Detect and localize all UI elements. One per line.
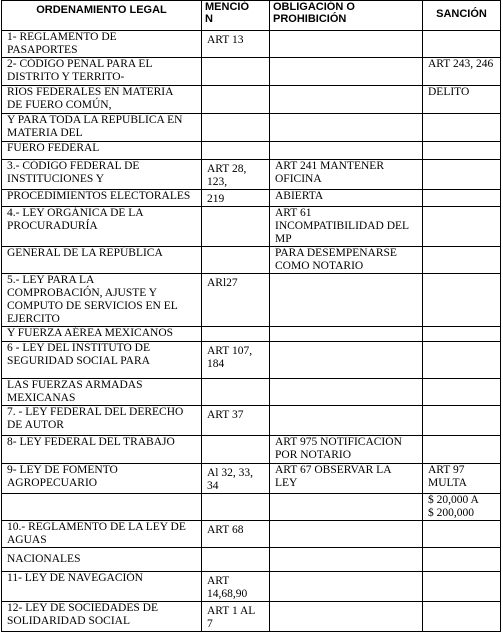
sancion-cell <box>423 436 501 464</box>
ordenamiento-cell <box>2 436 202 464</box>
ordenamiento-cell <box>2 114 202 142</box>
obligacion-text: LEY <box>275 477 298 489</box>
sancion-cell <box>423 247 501 274</box>
ordenamiento-text: NACIONALES <box>7 553 81 565</box>
obligacion-text: ART 975 NOTIFICACIÓN <box>275 436 402 448</box>
obligacion-cell <box>270 327 423 342</box>
ordenamiento-cell <box>2 548 202 572</box>
header-sancion: SANCIÓN <box>423 1 501 31</box>
sancion-text: ART 243, 246 <box>428 58 494 70</box>
header-row <box>2 1 501 31</box>
ordenamiento-text: PASAPORTES <box>7 44 78 56</box>
obligacion-cell <box>270 114 423 142</box>
sancion-cell <box>423 406 501 436</box>
table-row <box>2 494 501 521</box>
mencion-text: 14,68,90 <box>207 588 248 600</box>
ordenamiento-text: AGUAS <box>7 534 47 546</box>
table-row <box>2 207 501 247</box>
obligacion-cell <box>270 436 423 464</box>
ordenamiento-cell <box>2 494 202 521</box>
ordenamiento-text: INSTITUCIONES Y <box>7 173 104 185</box>
ordenamiento-text: 12- LEY DE SOCIEDADES DE <box>7 602 158 614</box>
sancion-cell <box>423 160 501 190</box>
obligacion-text: COMO NOTARIO <box>275 260 364 272</box>
table-row <box>2 58 501 86</box>
table-header <box>2 1 501 31</box>
sancion-cell <box>423 464 501 494</box>
mencion-cell <box>202 114 270 142</box>
mencion-text: 123, <box>207 176 228 188</box>
table-row <box>2 247 501 274</box>
obligacion-cell <box>270 494 423 521</box>
mencion-text: ART 107, <box>207 345 253 357</box>
mencion-text: 219 <box>207 193 225 205</box>
mencion-cell <box>202 31 270 58</box>
mencion-cell <box>202 602 270 632</box>
table-row <box>2 142 501 160</box>
sancion-cell <box>423 602 501 632</box>
obligacion-cell <box>270 190 423 207</box>
table-row <box>2 464 501 494</box>
mencion-text: 7 <box>207 618 213 630</box>
table-row <box>2 190 501 207</box>
mencion-cell <box>202 436 270 464</box>
ordenamiento-text: PROCURADURÍA <box>7 220 98 232</box>
sancion-cell <box>423 274 501 327</box>
mencion-text: 184 <box>207 358 225 370</box>
ordenamiento-text: AGROPECUARIO <box>7 477 98 489</box>
sancion-cell <box>423 521 501 548</box>
mencion-text: ART 13 <box>207 34 244 46</box>
mencion-text: 34 <box>207 480 219 492</box>
mencion-cell <box>202 521 270 548</box>
obligacion-text: ABIERTA <box>275 190 324 202</box>
mencion-text: ART 68 <box>207 524 244 536</box>
obligacion-text: MP <box>275 233 292 245</box>
ordenamiento-cell <box>2 142 202 160</box>
ordenamiento-cell <box>2 379 202 406</box>
ordenamiento-text: 5.- LEY PARA LA <box>7 274 95 286</box>
header-obligacion: OBLIGACIÓN O PROHIBICIÓN <box>270 1 423 31</box>
ordenamiento-text: RIOS FEDERALES EN MATERIA <box>7 86 174 98</box>
ordenamiento-cell <box>2 572 202 602</box>
obligacion-cell <box>270 142 423 160</box>
sancion-cell <box>423 327 501 342</box>
obligacion-cell <box>270 572 423 602</box>
table-row <box>2 379 501 406</box>
ordenamiento-text: 11- LEY DE NAVEGACIÓN <box>7 572 143 584</box>
sancion-cell <box>423 142 501 160</box>
mencion-cell <box>202 207 270 247</box>
ordenamiento-text: COMPROBACIÓN, AJUSTE Y <box>7 287 158 299</box>
ordenamiento-text: MEXICANAS <box>7 392 76 404</box>
sancion-cell <box>423 190 501 207</box>
table-row <box>2 160 501 190</box>
obligacion-text: PARA DESEMPENARSE <box>275 247 397 259</box>
mencion-cell <box>202 86 270 114</box>
mencion-text: ART 28, <box>207 163 247 175</box>
obligacion-text: OFICINA <box>275 173 322 185</box>
table-row <box>2 572 501 602</box>
ordenamiento-text: DE FUERO COMÚN, <box>7 99 112 111</box>
ordenamiento-cell <box>2 190 202 207</box>
ordenamiento-text: 10.- REGLAMENTO DE LA LEY DE <box>7 521 186 533</box>
mencion-cell <box>202 160 270 190</box>
mencion-cell <box>202 548 270 572</box>
ordenamiento-text: DISTRITO Y TERRITO- <box>7 71 125 83</box>
mencion-cell <box>202 572 270 602</box>
mencion-cell <box>202 142 270 160</box>
mencion-cell <box>202 342 270 379</box>
ordenamiento-text: PROCEDIMIENTOS ELECTORALES <box>7 190 191 202</box>
obligacion-cell <box>270 521 423 548</box>
table-row <box>2 521 501 548</box>
sancion-text: $ 200,000 <box>428 507 474 519</box>
ordenamiento-cell <box>2 160 202 190</box>
sancion-cell <box>423 207 501 247</box>
sancion-text: DELITO <box>428 86 470 98</box>
table-row <box>2 327 501 342</box>
ordenamiento-cell <box>2 602 202 632</box>
legal-table <box>1 0 501 632</box>
obligacion-cell <box>270 160 423 190</box>
sancion-cell <box>423 379 501 406</box>
sancion-cell <box>423 548 501 572</box>
ordenamiento-text: GENERAL DE LA REPÚBLICA <box>7 247 163 259</box>
ordenamiento-cell <box>2 464 202 494</box>
sancion-cell <box>423 31 501 58</box>
mencion-cell <box>202 190 270 207</box>
ordenamiento-text: 7. - LEY FEDERAL DEL DERECHO <box>7 406 184 418</box>
sancion-cell <box>423 342 501 379</box>
obligacion-cell <box>270 207 423 247</box>
ordenamiento-cell <box>2 406 202 436</box>
ordenamiento-cell <box>2 342 202 379</box>
mencion-text: ARl27 <box>207 277 238 289</box>
ordenamiento-cell <box>2 58 202 86</box>
ordenamiento-text: 2- CÓDIGO PENAL PARA EL <box>7 58 153 70</box>
mencion-cell <box>202 464 270 494</box>
ordenamiento-text: SOLIDARIDAD SOCIAL <box>7 615 130 627</box>
obligacion-text: ART 241 MANTENER <box>275 160 384 172</box>
ordenamiento-text: 1- REGLAMENTO DE <box>7 31 117 43</box>
mencion-cell <box>202 379 270 406</box>
mencion-cell <box>202 327 270 342</box>
ordenamiento-cell <box>2 31 202 58</box>
ordenamiento-cell <box>2 247 202 274</box>
obligacion-text: POR NOTARIO <box>275 449 352 461</box>
sancion-cell <box>423 86 501 114</box>
ordenamiento-text: DE AUTOR <box>7 419 64 431</box>
table-row <box>2 274 501 327</box>
ordenamiento-text: 3.- CÓDIGO FEDERAL DE <box>7 160 140 172</box>
obligacion-cell <box>270 379 423 406</box>
header-ordenamiento: ORDENAMIENTO LEGAL <box>2 1 202 31</box>
mencion-cell <box>202 274 270 327</box>
ordenamiento-text: COMPUTO DE SERVICIOS EN EL <box>7 300 178 312</box>
header-mencion: MENCIÓ N <box>202 1 270 31</box>
obligacion-text: INCOMPATIBILIDAD DEL <box>275 220 410 232</box>
ordenamiento-cell <box>2 274 202 327</box>
ordenamiento-text: 6 - LEY DEL INSTITUTO DE <box>7 342 150 354</box>
table-row <box>2 342 501 379</box>
ordenamiento-text: MATERIA DEL <box>7 127 83 139</box>
ordenamiento-text: EJERCITO <box>7 313 60 325</box>
table-row <box>2 86 501 114</box>
ordenamiento-cell <box>2 521 202 548</box>
mencion-cell <box>202 406 270 436</box>
obligacion-text: ART 67 OBSERVAR LA <box>275 464 392 476</box>
ordenamiento-text: SEGURIDAD SOCIAL PARA <box>7 355 150 367</box>
obligacion-cell <box>270 464 423 494</box>
ordenamiento-cell <box>2 86 202 114</box>
obligacion-cell <box>270 58 423 86</box>
ordenamiento-text: 9- LEY DE FOMENTO <box>7 464 118 476</box>
table-body <box>2 31 501 632</box>
ordenamiento-text: Y PARA TODA LA REPUBLICA EN <box>7 114 183 126</box>
obligacion-cell <box>270 274 423 327</box>
mencion-text: Al 32, 33, <box>207 467 253 479</box>
mencion-text: ART <box>207 575 230 587</box>
obligacion-cell <box>270 406 423 436</box>
obligacion-cell <box>270 31 423 58</box>
table-row <box>2 31 501 58</box>
obligacion-cell <box>270 548 423 572</box>
obligacion-cell <box>270 342 423 379</box>
mencion-cell <box>202 247 270 274</box>
sancion-cell <box>423 572 501 602</box>
obligacion-cell <box>270 602 423 632</box>
table-row <box>2 436 501 464</box>
mencion-cell <box>202 494 270 521</box>
obligacion-cell <box>270 247 423 274</box>
table-row <box>2 114 501 142</box>
sancion-text: MULTA <box>428 477 467 489</box>
obligacion-cell <box>270 86 423 114</box>
obligacion-text: ART 61 <box>275 207 312 219</box>
ordenamiento-text: Y FUERZA AÉREA MEXICANOS <box>7 327 174 339</box>
mencion-text: ART 1 AL <box>207 605 256 617</box>
ordenamiento-text: FUERO FEDERAL <box>7 142 100 154</box>
sancion-cell <box>423 494 501 521</box>
ordenamiento-cell <box>2 207 202 247</box>
sancion-cell <box>423 114 501 142</box>
ordenamiento-text: 8- LEY FEDERAL DEL TRABAJO <box>7 436 175 448</box>
table-row <box>2 602 501 632</box>
sancion-text: ART 97 <box>428 464 465 476</box>
ordenamiento-text: LAS FUERZAS ARMADAS <box>7 379 143 391</box>
sancion-cell <box>423 58 501 86</box>
ordenamiento-cell <box>2 327 202 342</box>
sancion-text: $ 20,000 A <box>428 494 479 506</box>
mencion-cell <box>202 58 270 86</box>
table-row <box>2 548 501 572</box>
ordenamiento-text: 4.- LEY ORGÁNICA DE LA <box>7 207 144 219</box>
mencion-text: ART 37 <box>207 409 244 421</box>
table-row <box>2 406 501 436</box>
